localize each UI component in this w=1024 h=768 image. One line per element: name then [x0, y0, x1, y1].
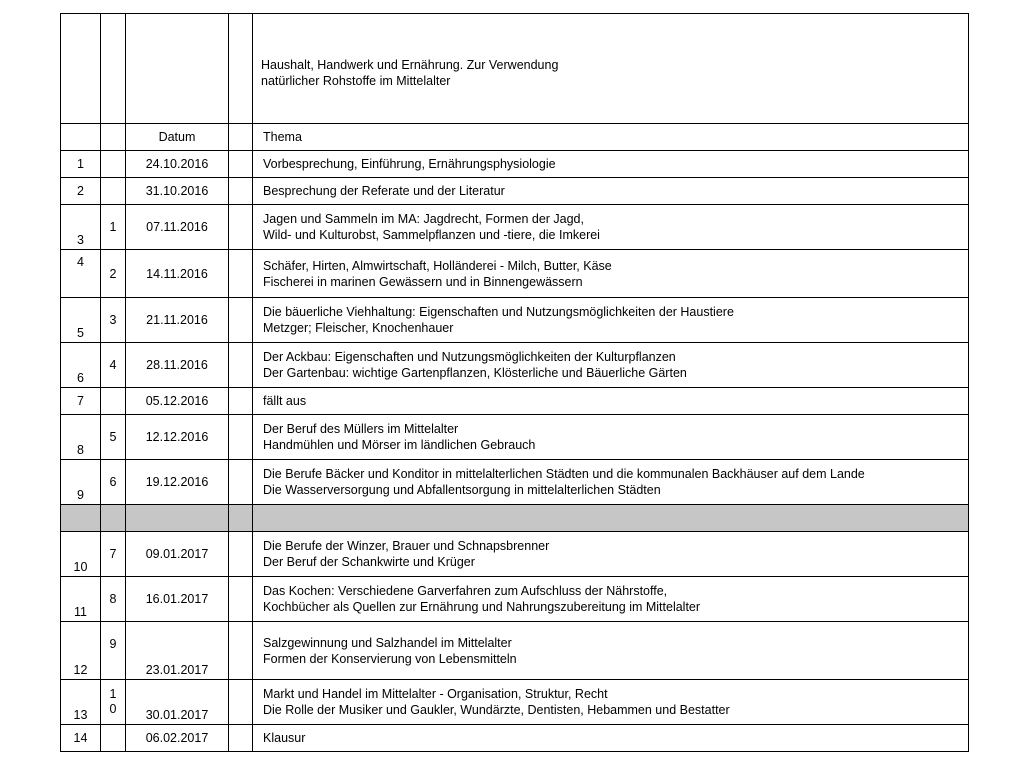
row-number: 3: [61, 205, 101, 250]
page-title: [253, 14, 969, 124]
row-number: 4: [61, 250, 101, 298]
row-date: 05.12.2016: [126, 388, 229, 415]
schedule-table: [60, 13, 969, 752]
row-topic: Die bäuerliche Viehhaltung: Eigenschaften und Nutzungsmöglichkeiten der Haustiere Metzger; Fleischer, Knochenhauer: [253, 298, 969, 343]
header-datum: Datum: [126, 124, 229, 151]
title-row: [61, 14, 969, 124]
table-row: [61, 460, 969, 505]
row-topic: Klausur: [253, 725, 969, 752]
row-topic: Die Berufe der Winzer, Brauer und Schnapsbrenner Der Beruf der Schankwirte und Krüger: [253, 532, 969, 577]
break-separator-row: [61, 505, 969, 532]
row-number: 1: [61, 151, 101, 178]
row-date: 28.11.2016: [126, 343, 229, 388]
row-topic: Vorbesprechung, Einführung, Ernährungsphysiologie: [253, 151, 969, 178]
table-row: [61, 725, 969, 752]
row-number: 14: [61, 725, 101, 752]
row-topic: Der Ackbau: Eigenschaften und Nutzungsmöglichkeiten der Kulturpflanzen Der Gartenbau: wichtige Gartenpflanzen, Klösterliche und Bäuerliche Gärten: [253, 343, 969, 388]
table-row: [61, 178, 969, 205]
row-number: 2: [61, 178, 101, 205]
row-session: 1 0: [101, 680, 126, 725]
row-date: 14.11.2016: [126, 250, 229, 298]
table-row: [61, 250, 969, 298]
row-date: 07.11.2016: [126, 205, 229, 250]
row-date: 31.10.2016: [126, 178, 229, 205]
table-row: [61, 622, 969, 680]
table-row: [61, 532, 969, 577]
table-row: [61, 205, 969, 250]
title-line-1: Haushalt, Handwerk und Ernährung. Zur Verwendung: [261, 57, 559, 72]
table-row: [61, 343, 969, 388]
row-session: 8: [101, 577, 126, 622]
row-number: 6: [61, 343, 101, 388]
table-row: [61, 298, 969, 343]
table-row: [61, 151, 969, 178]
row-topic: Die Berufe Bäcker und Konditor in mittelalterlichen Städten und die kommunalen Backhäuser auf dem Lande Die Wasserversorgung und Abfallentsorgung in mittelalterlichen Städten: [253, 460, 969, 505]
table-row: [61, 577, 969, 622]
row-date: 21.11.2016: [126, 298, 229, 343]
row-date: 19.12.2016: [126, 460, 229, 505]
table-row: [61, 680, 969, 725]
row-topic: Besprechung der Referate und der Literatur: [253, 178, 969, 205]
table-row: [61, 388, 969, 415]
row-topic: Der Beruf des Müllers im Mittelalter Handmühlen und Mörser im ländlichen Gebrauch: [253, 415, 969, 460]
row-topic: Markt und Handel im Mittelalter - Organisation, Struktur, Recht Die Rolle der Musiker und Gaukler, Wundärzte, Dentisten, Hebammen und Bestatter: [253, 680, 969, 725]
row-number: 9: [61, 460, 101, 505]
row-date: 24.10.2016: [126, 151, 229, 178]
row-number: 11: [61, 577, 101, 622]
row-number: 13: [61, 680, 101, 725]
title-line-2: natürlicher Rohstoffe im Mittelalter: [261, 73, 451, 88]
row-number: 12: [61, 622, 101, 680]
row-session: 4: [101, 343, 126, 388]
row-number: 10: [61, 532, 101, 577]
row-date: 16.01.2017: [126, 577, 229, 622]
row-date: 23.01.2017: [126, 622, 229, 680]
row-session: 6: [101, 460, 126, 505]
row-date: 30.01.2017: [126, 680, 229, 725]
header-row: [61, 124, 969, 151]
row-session: 2: [101, 250, 126, 298]
row-topic: Das Kochen: Verschiedene Garverfahren zum Aufschluss der Nährstoffe, Kochbücher als Quellen zur Ernährung und Nahrungszubereitung im Mittelalter: [253, 577, 969, 622]
row-session: 1: [101, 205, 126, 250]
header-thema: Thema: [253, 124, 969, 151]
row-date: 09.01.2017: [126, 532, 229, 577]
row-session: 3: [101, 298, 126, 343]
row-topic: Salzgewinnung und Salzhandel im Mittelalter Formen der Konservierung von Lebensmitteln: [253, 622, 969, 680]
row-session: 7: [101, 532, 126, 577]
row-topic: Schäfer, Hirten, Almwirtschaft, Holländerei - Milch, Butter, Käse Fischerei in marinen Gewässern und in Binnengewässern: [253, 250, 969, 298]
row-number: 5: [61, 298, 101, 343]
row-date: 06.02.2017: [126, 725, 229, 752]
row-topic: Jagen und Sammeln im MA: Jagdrecht, Formen der Jagd, Wild- und Kulturobst, Sammelpflanzen und -tiere, die Imkerei: [253, 205, 969, 250]
row-number: 8: [61, 415, 101, 460]
row-session: 9: [101, 622, 126, 680]
row-session: 5: [101, 415, 126, 460]
row-topic: fällt aus: [253, 388, 969, 415]
row-number: 7: [61, 388, 101, 415]
row-date: 12.12.2016: [126, 415, 229, 460]
table-row: [61, 415, 969, 460]
